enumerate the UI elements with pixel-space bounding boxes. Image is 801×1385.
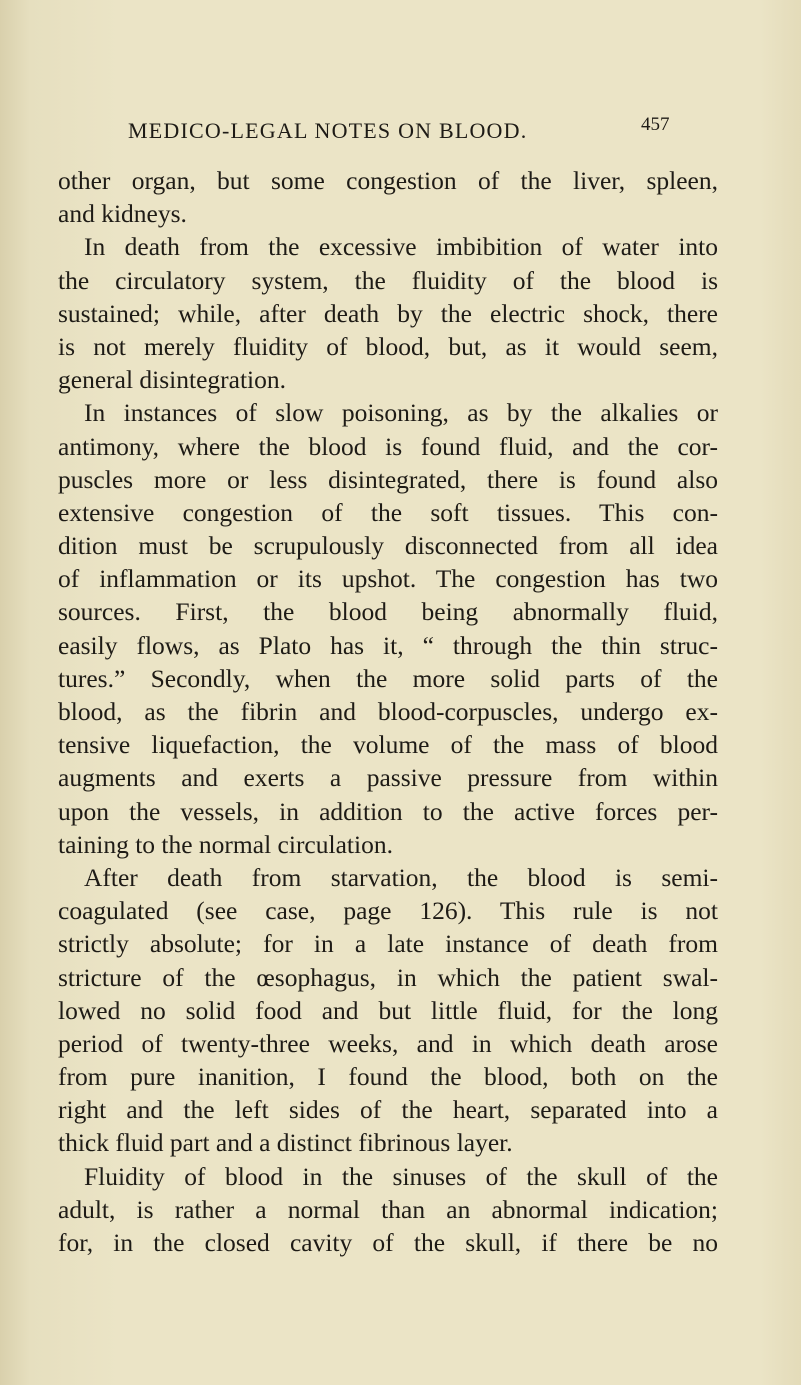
text-line: In death from the excessive imbibition of water into [84,232,718,262]
text-line: After death from starvation, the blood is semi- [84,862,718,892]
text-line: period of twenty-three weeks, and in which death arose [58,1028,718,1058]
text-line: the circulatory system, the fluidity of the blood is [58,265,718,295]
text-line: dition must be scrupulously disconnected from all idea [58,531,718,561]
text-line: augments and exerts a passive pressure from within [58,763,718,793]
text-line: antimony, where the blood is found fluid, and the cor- [58,431,718,461]
text-line: tensive liquefaction, the volume of the mass of blood [58,730,718,760]
text-line: right and the left sides of the heart, separated into a [58,1095,718,1125]
text-line: Fluidity of blood in the sinuses of the skull of the [84,1161,718,1191]
text-line: from pure inanition, I found the blood, both on the [58,1062,718,1092]
text-line: thick fluid part and a distinct fibrinous layer. [58,1128,513,1158]
text-line: lowed no solid food and but little fluid, for the long [58,995,718,1025]
text-line: upon the vessels, in addition to the active forces per- [58,796,718,826]
text-line: adult, is rather a normal than an abnormal indication; [58,1194,718,1224]
text-line: easily flows, as Plato has it, “ through the thin struc- [58,630,718,660]
text-line: general disintegration. [58,365,287,395]
text-line: In instances of slow poisoning, as by the alkalies or [84,398,718,428]
text-line: coagulated (see case, page 126). This rule is not [58,896,718,926]
body-text [58,164,718,1259]
text-line: other organ, but some congestion of the liver, spleen, [58,166,718,195]
text-line: taining to the normal circulation. [58,829,393,859]
text-line: blood, as the fibrin and blood-corpuscles, undergo ex- [58,697,718,726]
running-head [0,114,801,148]
text-line: of inflammation or its upshot. The congestion has two [58,564,718,594]
text-line: stricture of the œsophagus, in which the patient swal- [58,962,718,992]
text-line: sustained; while, after death by the electric shock, there [58,298,718,328]
text-line: sources. First, the blood being abnormally fluid, [58,597,718,627]
text-line: tures.” Secondly, when the more solid parts of the [58,663,718,693]
text-line: is not merely fluidity of blood, but, as it would seem, [58,331,718,361]
running-title: MEDICO-LEGAL NOTES ON BLOOD. [128,118,528,143]
text-line: strictly absolute; for in a late instance of death from [58,929,718,959]
page-number: 457 [641,114,670,135]
text-line: puscles more or less disintegrated, there is found also [58,464,718,494]
text-line: for, in the closed cavity of the skull, if there be no [58,1228,718,1257]
text-line: and kidneys. [58,199,187,229]
text-line: extensive congestion of the soft tissues. This con- [58,497,718,527]
